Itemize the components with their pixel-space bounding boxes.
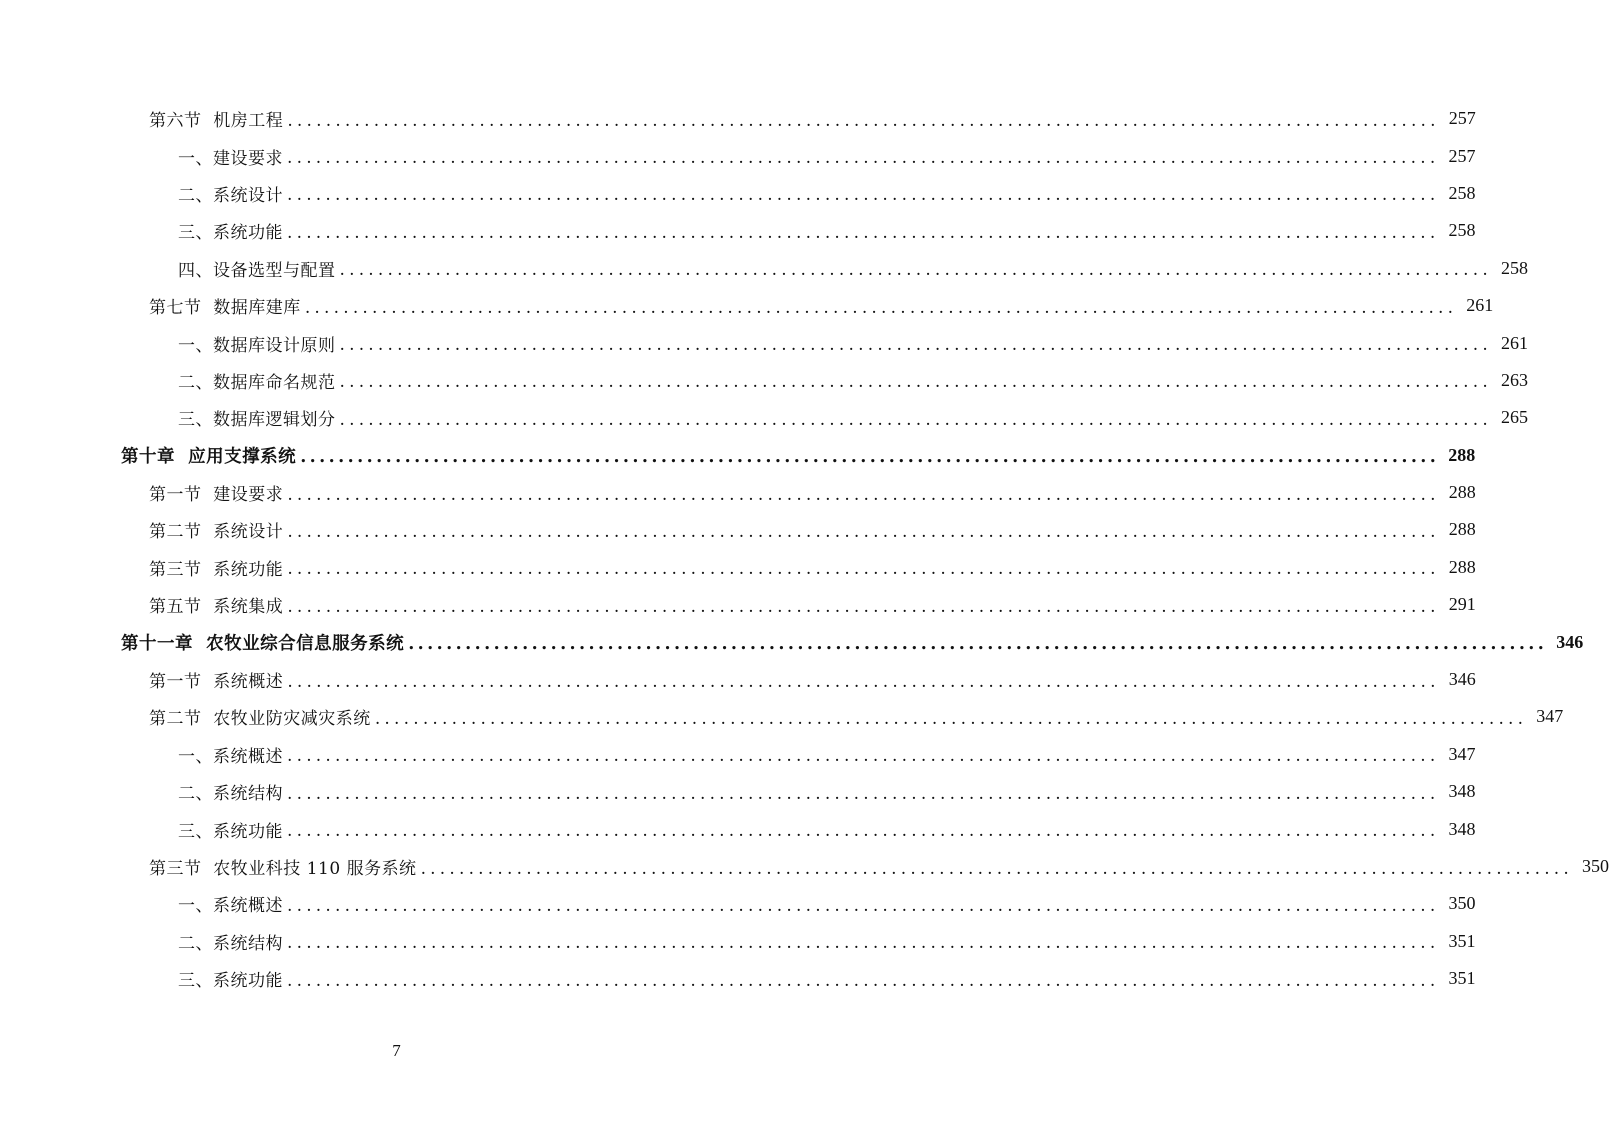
toc-entry[interactable] [0, 698, 1564, 735]
toc-entry-title: 三、数据库逻辑划分 [178, 410, 336, 431]
toc-entry-page: 288 [1448, 444, 1476, 465]
toc-entry[interactable] [0, 362, 1528, 399]
toc-dot-leader: ........................................................................................................................ [287, 671, 1440, 692]
toc-entry-page: 258 [1448, 182, 1476, 203]
toc-entry[interactable] [0, 960, 1476, 997]
toc-entry-page: 346 [1448, 669, 1476, 690]
toc-entry[interactable] [0, 810, 1476, 847]
toc-dot-leader: ........................................................................................................................ [420, 858, 1574, 879]
toc-dot-leader: ........................................................................................................................ [287, 559, 1440, 580]
toc-entry-page: 261 [1500, 332, 1528, 353]
toc-entry-title: 第一节 系统概述 [149, 672, 284, 693]
toc-entry-title: 一、系统概述 [178, 896, 283, 917]
toc-dot-leader: ........................................................................................................................ [287, 895, 1440, 916]
toc-entry-title: 四、设备选型与配置 [178, 260, 336, 281]
toc-entry-title: 二、系统结构 [178, 784, 283, 805]
toc-entry-page: 350 [1582, 856, 1609, 876]
toc-entry-title: 第六节 机房工程 [149, 111, 284, 132]
toc-entry-title: 三、系统功能 [178, 821, 283, 842]
toc-dot-leader: ........................................................................................................................ [304, 297, 1458, 318]
toc-entry[interactable] [0, 437, 1476, 474]
toc-entry-page: 351 [1448, 930, 1476, 951]
toc-dot-leader: ........................................................................................................................ [339, 409, 1492, 430]
toc-entry-page: 351 [1448, 968, 1476, 989]
toc-entry[interactable] [0, 586, 1476, 623]
toc-entry-title: 二、系统设计 [178, 185, 283, 206]
toc-entry[interactable] [0, 511, 1476, 548]
toc-entry[interactable] [0, 885, 1476, 922]
toc-entry-page: 265 [1500, 407, 1528, 428]
toc-entry[interactable] [0, 661, 1476, 698]
toc-entry[interactable] [0, 848, 1609, 885]
toc-entry[interactable] [0, 474, 1476, 511]
toc-dot-leader: ........................................................................................................................ [408, 634, 1548, 655]
toc-dot-leader: ........................................................................................................................ [287, 746, 1440, 767]
toc-entry-title: 第三节 农牧业科技 110 服务系统 [149, 859, 417, 879]
toc-entry-page: 288 [1448, 519, 1476, 540]
toc-entry[interactable] [0, 287, 1494, 324]
toc-dot-leader: ........................................................................................................................ [287, 933, 1440, 954]
toc-entry-page: 348 [1448, 818, 1476, 839]
toc-dot-leader: ........................................................................................................................ [287, 521, 1440, 542]
toc-entry-page: 348 [1448, 781, 1476, 802]
toc-entry-title: 第十一章 农牧业综合信息服务系统 [121, 633, 405, 654]
toc-entry[interactable] [0, 100, 1476, 137]
toc-dot-leader: ........................................................................................................................ [339, 372, 1492, 393]
toc-entry-page: 346 [1556, 631, 1584, 652]
toc-entry-page: 288 [1448, 556, 1476, 577]
toc-entry-page: 263 [1500, 369, 1528, 390]
toc-entry[interactable] [0, 324, 1528, 361]
toc-dot-leader: ........................................................................................................................ [287, 596, 1440, 617]
toc-entry[interactable] [0, 736, 1476, 773]
toc-entry-title: 二、数据库命名规范 [178, 372, 336, 393]
toc-dot-leader: ........................................................................................................................ [339, 335, 1492, 356]
toc-entry-title: 第一节 建设要求 [149, 485, 284, 506]
toc-entry-title: 一、数据库设计原则 [178, 335, 336, 356]
toc-entry[interactable] [0, 250, 1528, 287]
toc-entry-title: 三、系统功能 [178, 971, 283, 992]
toc-entry[interactable] [0, 212, 1476, 249]
toc-entry-title: 第七节 数据库建库 [149, 298, 301, 319]
toc-entry-title: 二、系统结构 [178, 933, 283, 954]
toc-dot-leader: ........................................................................................................................ [287, 148, 1440, 169]
toc-dot-leader: ........................................................................................................................ [287, 783, 1440, 804]
toc-entry-page: 347 [1448, 743, 1476, 764]
toc-entry[interactable] [0, 623, 1584, 660]
toc-entry[interactable] [0, 773, 1476, 810]
toc-entry-title: 第三节 系统功能 [149, 559, 284, 580]
toc-entry[interactable] [0, 923, 1476, 960]
toc-entry-page: 347 [1536, 706, 1564, 727]
toc-entry-title: 三、系统功能 [178, 223, 283, 244]
toc-entry-title: 第二节 农牧业防灾减灾系统 [149, 709, 371, 730]
toc-entry-title: 第二节 系统设计 [149, 522, 284, 543]
toc-entry-title: 第十章 应用支撑系统 [121, 446, 297, 467]
toc-entry-page: 288 [1448, 482, 1476, 503]
toc-entry-page: 350 [1448, 893, 1476, 914]
toc-dot-leader: ........................................................................................................................ [287, 484, 1440, 505]
toc-entry-page: 257 [1448, 108, 1476, 129]
toc-entry-title: 一、系统概述 [178, 746, 283, 767]
toc-entry-page: 291 [1448, 594, 1476, 615]
toc-entry-title: 一、建设要求 [178, 148, 283, 169]
toc-entry-title: 第五节 系统集成 [149, 597, 284, 618]
toc-dot-leader: ........................................................................................................................ [300, 447, 1440, 468]
toc-entry[interactable] [0, 137, 1476, 174]
toc-entry-page: 258 [1448, 220, 1476, 241]
toc-entry-page: 261 [1466, 295, 1494, 316]
toc-entry[interactable] [0, 399, 1528, 436]
toc-dot-leader: ........................................................................................................................ [339, 260, 1492, 281]
table-of-contents [0, 100, 1609, 997]
toc-entry-page: 257 [1448, 145, 1476, 166]
toc-dot-leader: ........................................................................................................................ [287, 185, 1440, 206]
toc-entry[interactable] [0, 549, 1476, 586]
toc-dot-leader: ........................................................................................................................ [287, 110, 1440, 131]
toc-dot-leader: ........................................................................................................................ [287, 970, 1440, 991]
toc-dot-leader: ........................................................................................................................ [374, 708, 1528, 729]
toc-entry[interactable] [0, 175, 1476, 212]
toc-dot-leader: ........................................................................................................................ [287, 222, 1440, 243]
page-number: 7 [392, 1041, 401, 1060]
toc-dot-leader: ........................................................................................................................ [287, 821, 1440, 842]
toc-entry-page: 258 [1500, 257, 1528, 278]
